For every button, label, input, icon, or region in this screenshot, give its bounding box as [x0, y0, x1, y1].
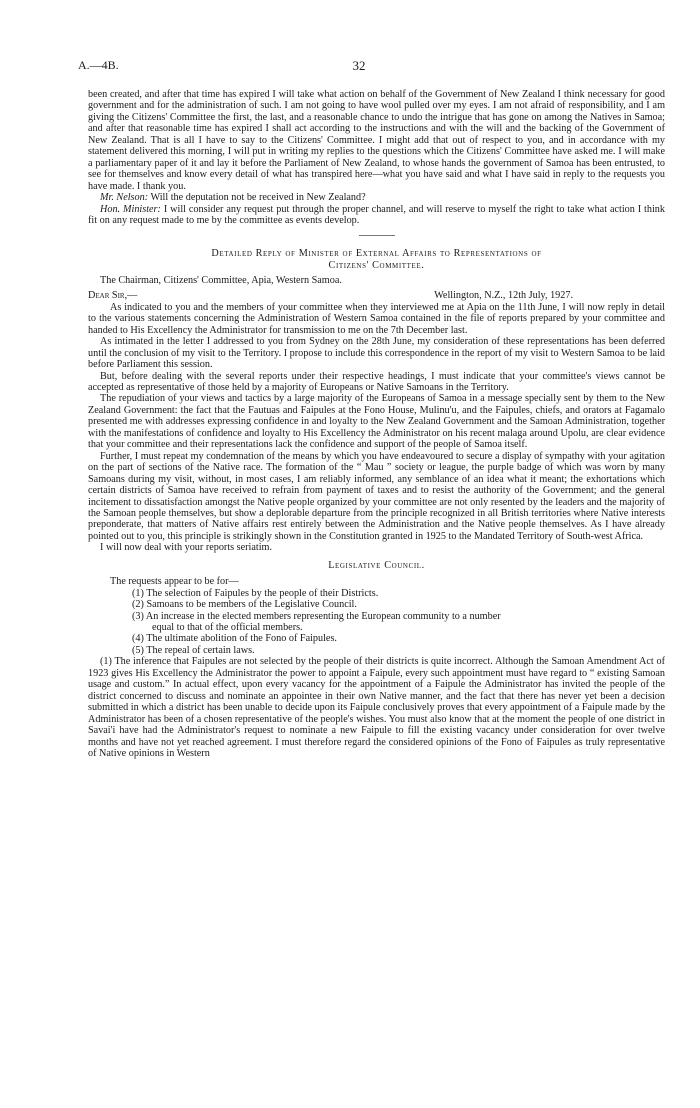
letter-paragraph: As intimated in the letter I addressed to you from Sydney on the 28th June, my consideration of these representations has been deferred until the conclusion of my visit to the Territory. I propose to include this correspondence in the report of my visit to Western Samoa to be laid before Parliament this session. [88, 336, 665, 371]
minister-answer [88, 204, 665, 227]
faipule-selection-paragraph: (1) The inference that Faipules are not selected by the people of their districts is quite incorrect. Although the Samoan Amendment Act of 1923 gives His Excellency the Administrator the power to appoint a Faipule, every such appointment must have regard to “ existing Samoan usage and custom.” In actual effect, upon every vacancy for the appointment of a Faipule the Administrator has invited the people of the district concerned to discuss and nominate an appointee in their own Native manner, and the fact that there has never yet been a decision submitted in which a district has been unable to decide upon its Faipule conclusively proves that every appointment of a Faipule made by the Administrator has been of a chosen representative of the people's wishes. You must also know that at the moment the people of one district in Savai'i have had the Administrator's request to nominate a new Faipule to fill the existing vacancy under consideration for over twelve months and have not yet reached agreement. I must therefore regard the considered opinions of the Fono of Faipules as truly representative of Native opinions in Western [88, 656, 665, 760]
nelson-question [88, 192, 665, 203]
requests-intro: The requests appear to be for— [110, 576, 239, 588]
letter-paragraph: Further, I must repeat my condemnation of the means by which you have endeavoured to secure a display of sympathy with your agitation on the part of sections of the Native race. The formation of the “ Mau ” society or league, the purple badge of which was worn by many Samoans during my visit, without, in most cases, I am reliably informed, any semblance of an idea what it meant; the exhortations which certain districts of Samoa have received to refrain from payment of taxes and to resist the authority of the Government; and the general incitement to dissatisfaction amongst the Native people organized by your committee are not only resented by the leaders and the majority of the Samoan people themselves, but show a deplorable departure from the principle recognized in all British territories where Native interests preponderate, that matters of Native affairs rest entirely between the Administration and the Native people themselves. As I have already pointed out to you, this principle is strikingly shown in the Constitution granted in 1925 to the Mandated Territory of South-west Africa. [88, 450, 665, 542]
letter-paragraph: But, before dealing with the several reports under their respective headings, I must indicate that your committee's views cannot be accepted as representative of those held by a majority of Europeans or Native Samoans in the Territory. [88, 370, 665, 393]
section-divider [359, 235, 395, 236]
section-heading-legislative-council: Legislative Council. [328, 559, 425, 571]
nelson-text: Will the deputation not be received in New Zealand? [150, 192, 366, 204]
list-item: (5) The repeal of certain laws. [132, 644, 255, 656]
letter-title [88, 248, 665, 271]
letter-title-line-2: Citizens' Committee. [328, 259, 425, 271]
letter-paragraph: The repudiation of your views and tactics by a large majority of the Europeans of Samoa in a message specially sent by them to the New Zealand Government: the fact that the Fautuas and Faipules at the Fono House, Mulinu'u, and the Faipules, chiefs, and orators at Fagamalo presented me with addresses expressing confidence in and loyalty to the New Zealand Government and the Samoan Administration, together with the manifestations of confidence and loyalty to His Excellency the Administrator on his recent malaga around Upolu, are clear evidence that your committee and their representations lack the confidence and support of the people of Samoa itself. [88, 393, 665, 451]
speaker-minister: Hon. Minister: [100, 203, 161, 215]
letter-paragraph: As indicated to you and the members of your committee when they interviewed me at Apia on the 11th June, I will now reply in detail to the various statements concerning the Administration of Western Samoa contained in the file of reports prepared by your committee and handed to His Excellency the Administrator for transmission to me on the 7th December last. [88, 301, 665, 336]
page-header [78, 60, 640, 74]
requests-list [132, 588, 665, 657]
page-body [88, 89, 665, 759]
salutation-line [88, 290, 665, 302]
list-item: (3) An increase in the elected members representing the European community to a number [132, 610, 501, 622]
letter-title-line-1: Detailed Reply of Minister of External Affairs to Representations of [211, 248, 542, 260]
list-item-continuation: equal to that of the official members. [152, 622, 303, 634]
intro-paragraph: been created, and after that time has expired I will take what action on behalf of the Government of New Zealand I think necessary for good government and for the administration of such. I am not going to have wool pulled over my eyes. I am not afraid of responsibility, and I am giving the Citizens' Committee the first, the last, and a reasonable chance to undo the intrigue that has gone on among the Natives in Samoa; and after that reasonable time has expired I shall act according to the instructions and with the will and the backing of the Government of New Zealand. That is all I have to say to the Citizens' Committee. I might add that out of respect to you, and in accordance with my statement delivered this morning, I will put in writing my replies to the questions which the Citizens' Committee have asked me. I will make a parliamentary paper of it and lay it before the Parliament of New Zealand, to whose hands the government of Samoa has been entrusted, to see for themselves and know every detail of what has transpired here—what you have said and what I have said in reply to the requests you have made. I thank you. [88, 89, 665, 192]
document-reference: A.—4B. [78, 58, 119, 72]
list-item: (2) Samoans to be members of the Legislative Council. [132, 599, 357, 611]
speaker-nelson: Mr. Nelson: [100, 192, 149, 204]
letter-paragraph: I will now deal with your reports seriatim. [100, 542, 273, 554]
salutation: Dear Sir,— [88, 289, 138, 301]
list-item: (4) The ultimate abolition of the Fono of Faipules. [132, 633, 337, 645]
minister-text: I will consider any request put through the proper channel, and will reserve to myself the right to take what action I think fit on any request made to me by the committee as events develop. [88, 203, 665, 226]
page-number: 32 [352, 58, 366, 73]
letter-address: The Chairman, Citizens' Committee, Apia, Western Samoa. [100, 275, 342, 287]
list-item: (1) The selection of Faipules by the people of their Districts. [132, 587, 379, 599]
place-date: Wellington, N.Z., 12th July, 1927. [434, 289, 573, 301]
